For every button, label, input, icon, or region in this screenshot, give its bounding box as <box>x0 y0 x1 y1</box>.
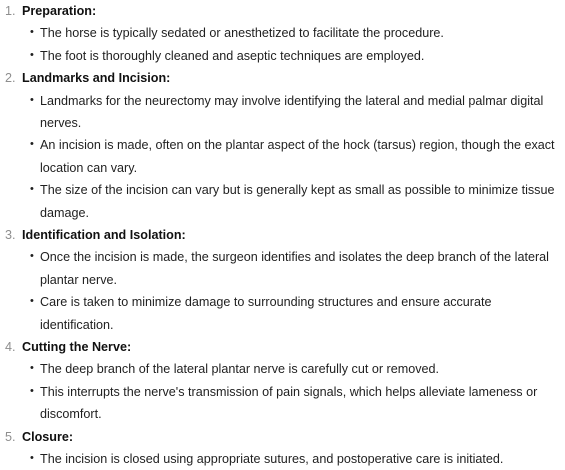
step-heading <box>0 67 565 89</box>
bullet-list <box>0 90 565 224</box>
step-preparation <box>0 0 565 67</box>
step-heading <box>0 224 565 246</box>
bullet-text: This interrupts the nerve's transmission of pain signals, which helps alleviate lameness or discomfort. <box>40 384 538 422</box>
bullet-text: The foot is thoroughly cleaned and aseptic techniques are employed. <box>40 48 425 63</box>
bullet-text: Landmarks for the neurectomy may involve identifying the lateral and medial palmar digital nerves. <box>40 93 544 130</box>
step-title: Landmarks and Incision: <box>22 71 171 86</box>
step-identification-isolation <box>0 224 565 336</box>
step-number: 1. <box>5 4 16 18</box>
bullet-icon: • <box>30 250 34 263</box>
bullet-icon: • <box>30 384 34 397</box>
list-item <box>0 246 565 291</box>
list-item <box>0 358 565 380</box>
list-item <box>0 291 565 336</box>
step-title: Closure: <box>22 429 74 444</box>
bullet-icon: • <box>30 183 34 196</box>
step-number: 2. <box>5 71 16 86</box>
step-heading <box>0 0 565 22</box>
step-number: 3. <box>5 228 16 243</box>
bullet-text: The incision is closed using appropriate sutures, and postoperative care is initiated. <box>40 452 504 467</box>
list-item <box>0 448 565 470</box>
bullet-text: Care is taken to minimize damage to surrounding structures and ensure accurate identification. <box>40 295 492 332</box>
step-title: Cutting the Nerve: <box>22 340 132 355</box>
bullet-icon: • <box>30 48 34 61</box>
bullet-list <box>0 22 565 67</box>
step-landmarks-incision <box>0 67 565 224</box>
step-title: Preparation: <box>22 4 97 18</box>
bullet-icon: • <box>30 93 34 106</box>
step-heading <box>0 336 565 358</box>
step-number: 5. <box>5 429 16 444</box>
bullet-icon: • <box>30 138 34 151</box>
bullet-icon: • <box>30 295 34 308</box>
list-item <box>0 90 565 135</box>
list-item <box>0 179 565 224</box>
list-item <box>0 45 565 67</box>
bullet-icon: • <box>30 362 34 375</box>
bullet-text: Once the incision is made, the surgeon identifies and isolates the deep branch of the lateral plantar nerve. <box>40 250 549 287</box>
bullet-icon: • <box>30 26 34 39</box>
list-item <box>0 134 565 179</box>
step-cutting-nerve <box>0 336 565 426</box>
bullet-list <box>0 448 565 470</box>
bullet-list <box>0 358 565 425</box>
list-item <box>0 22 565 44</box>
bullet-text: An incision is made, often on the plantar aspect of the hock (tarsus) region, though the exact location can vary. <box>40 138 555 175</box>
step-closure <box>0 426 565 470</box>
bullet-list <box>0 246 565 336</box>
step-title: Identification and Isolation: <box>22 228 186 243</box>
step-number: 4. <box>5 340 16 355</box>
bullet-text: The size of the incision can vary but is generally kept as small as possible to minimize tissue damage. <box>40 183 555 220</box>
step-heading <box>0 426 565 448</box>
list-item <box>0 381 565 426</box>
bullet-text: The horse is typically sedated or anesthetized to facilitate the procedure. <box>40 26 444 41</box>
bullet-icon: • <box>30 452 34 465</box>
bullet-text: The deep branch of the lateral plantar nerve is carefully cut or removed. <box>40 362 440 377</box>
